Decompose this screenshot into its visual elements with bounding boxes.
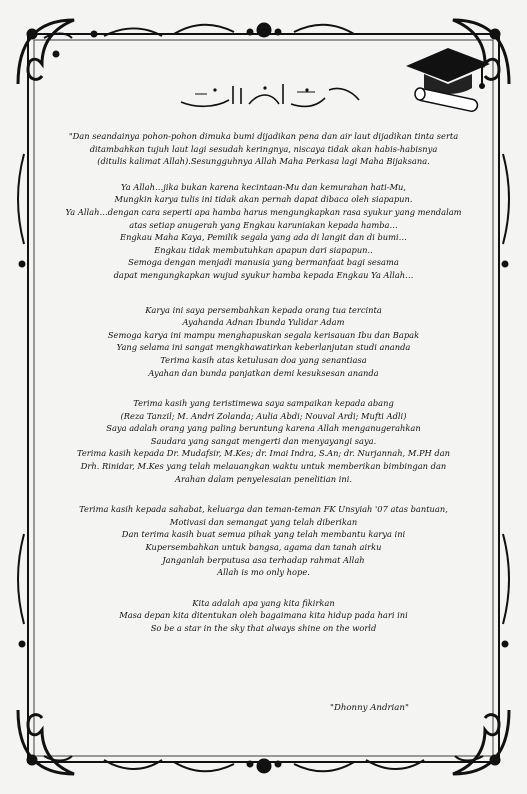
text-line: dapat mengungkapkan wujud syukur hamba kepada Engkau Ya Allah…: [113, 269, 414, 280]
text-line: ditambahkan tujuh laut lagi sesudah keringnya, niscaya tidak akan habis-habisnya: [89, 143, 438, 154]
text-line: (ditulis kalimat Allah).Sesungguhnya Allah Maha Perkasa lagi Maha Bijaksana.: [97, 156, 430, 167]
text-line: Saudara yang sangat mengerti dan menyayangi saya.: [150, 435, 377, 446]
text-line: Semoga dengan menjadi manusia yang bermanfaat bagi sesama: [128, 257, 399, 268]
parents-paragraph: [60, 304, 467, 380]
corner-ornament-bottom-left: [18, 710, 74, 774]
siblings-paragraph: [60, 397, 467, 485]
prayer-paragraph: [60, 181, 467, 282]
text-line: Ayahan dan bunda panjatkan demi kesuksesan ananda: [148, 367, 379, 378]
text-line: Janganlah berputusa asa terhadap rahmat Allah: [162, 554, 365, 565]
text-line: Engkau Maha Kaya, Pemilik segala yang ada di langit dan di bumi…: [120, 232, 407, 243]
text-line: Engkau tidak membutuhkan apapun dari siapapun..: [154, 244, 373, 255]
corner-ornament-top-left: [18, 20, 74, 84]
signature: "Dhonny Andrian": [330, 703, 409, 713]
text-line: Masa depan kita ditentukan oleh bagaimana kita hidup pada hari ini: [119, 610, 408, 621]
text-line: (Reza Tanzil; M. Andri Zolanda; Aulia Abdi; Nouval Ardi; Mufti Adli): [120, 410, 407, 421]
bismillah-calligraphy: [175, 78, 365, 114]
text-line: Karya ini saya persembahkan kepada orang tua tercinta: [145, 304, 382, 315]
text-line: Ya Allah…dengan cara seperti apa hamba harus mengungkapkan rasa syukur yang mendalam: [65, 206, 462, 217]
text-line: Terima kasih atas ketulusan doa yang senantiasa: [160, 354, 367, 365]
text-line: Semoga karya ini mampu menghapuskan segala kerisauan Ibu dan Bapak: [107, 329, 420, 340]
text-line: atas setiap anugerah yang Engkau karuniakan kepada hamba…: [129, 219, 398, 230]
graduation-cap-icon: [398, 44, 494, 116]
text-line: Saya adalah orang yang paling beruntung karena Allah menganugerahkan: [106, 423, 421, 434]
text-line: Kita adalah apa yang kita fikirkan: [192, 597, 335, 608]
text-line: Yang selama ini sangat mengkhawatirkan keberlanjutan studi ananda: [116, 342, 411, 353]
text-line: Terima kasih kepada Dr. Mudafsir, M.Kes; dr. Imai Indra, S.An; dr. Nurjannah, M.PH dan: [76, 448, 451, 459]
text-line: Kupersembahkan untuk bangsa, agama dan tanah airku: [145, 542, 382, 553]
text-line: Mungkin karya tulis ini tidak akan pernah dapat dibaca oleh siapapun.: [114, 194, 413, 205]
dedication-text: [60, 130, 467, 648]
quote-paragraph: [60, 130, 467, 168]
right-side-ornament: [502, 154, 509, 647]
text-line: Terima kasih kepada sahabat, keluarga dan teman-teman FK Unsyiah '07 atas bantuan,: [79, 504, 448, 515]
text-line: Drh. Rinidar, M.Kes yang telah melauangkan waktu untuk memberikan bimbingan dan: [80, 461, 447, 472]
closing-paragraph: [60, 597, 467, 635]
text-line: Allah is mo only hope.: [217, 567, 310, 578]
corner-ornament-bottom-right: [453, 710, 509, 774]
text-line: Dan terima kasih buat semua pihak yang telah membantu karya ini: [121, 529, 406, 540]
text-line: "Dan seandainya pohon-pohon dimuka bumi dijadikan pena dan air laut dijadikan tinta serta: [68, 131, 459, 141]
text-line: Ayahanda Adnan Ibunda Yulidar Adam: [182, 317, 345, 328]
left-side-ornament: [18, 154, 25, 647]
text-line: Ya Allah…jika bukan karena kecintaan-Mu dan kemurahan hati-Mu,: [120, 181, 407, 192]
text-line: Motivasi dan semangat yang telah diberikan: [169, 516, 358, 527]
text-line: Arahan dalam penyelesaian penelitian ini.: [174, 473, 353, 484]
text-line: So be a star in the sky that always shine on the world: [150, 623, 377, 633]
text-line: Terima kasih yang teristimewa saya sampaikan kepada abang: [133, 398, 394, 409]
friends-paragraph: [60, 503, 467, 579]
